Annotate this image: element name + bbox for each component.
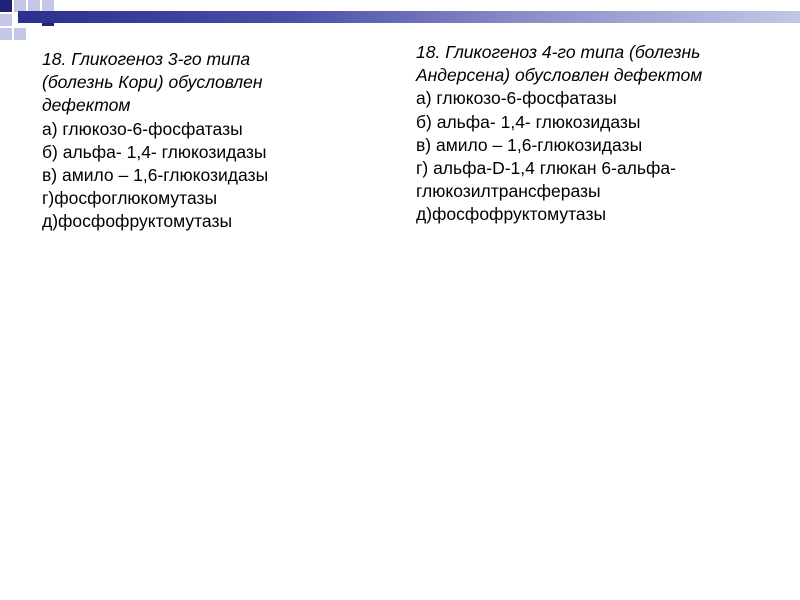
question-title-line: 18. Гликогеноз 3-го типа [42,49,251,69]
decor-square-light [14,28,26,40]
answer-option-b: б) альфа- 1,4- глюкозидазы [42,141,267,162]
answer-option-d: д)фосфофруктомутазы [416,204,607,225]
answer-option-g: г) альфа-D-1,4 глюкан 6-альфа- [416,158,676,179]
question-title-line: (болезнь Кори) обусловлен [42,72,263,93]
question-title-line: Андерсена) обусловлен дефектом [416,65,703,86]
answer-option-g: г)фосфоглюкомутазы [42,188,218,209]
question-right [416,41,702,227]
answer-option-a: а) глюкозо-6-фосфатазы [42,118,243,139]
answer-option-v: в) амило – 1,6-глюкозидазы [42,165,269,186]
header-gradient-bar [18,11,800,23]
decor-square-dark [0,0,12,12]
answer-option-a: а) глюкозо-6-фосфатазы [416,88,617,109]
answer-option-g-continued: глюкозилтрансферазы [416,181,601,202]
decor-square-light [0,28,12,40]
answer-option-d: д)фосфофруктомутазы [42,211,233,232]
question-title-line: 18. Гликогеноз 4-го типа (болезнь [416,42,701,62]
question-left [42,48,268,234]
answer-option-v: в) амило – 1,6-глюкозидазы [416,134,643,155]
decor-square-light [0,14,12,26]
answer-option-b: б) альфа- 1,4- глюкозидазы [416,111,641,132]
question-title-line: дефектом [42,95,131,116]
